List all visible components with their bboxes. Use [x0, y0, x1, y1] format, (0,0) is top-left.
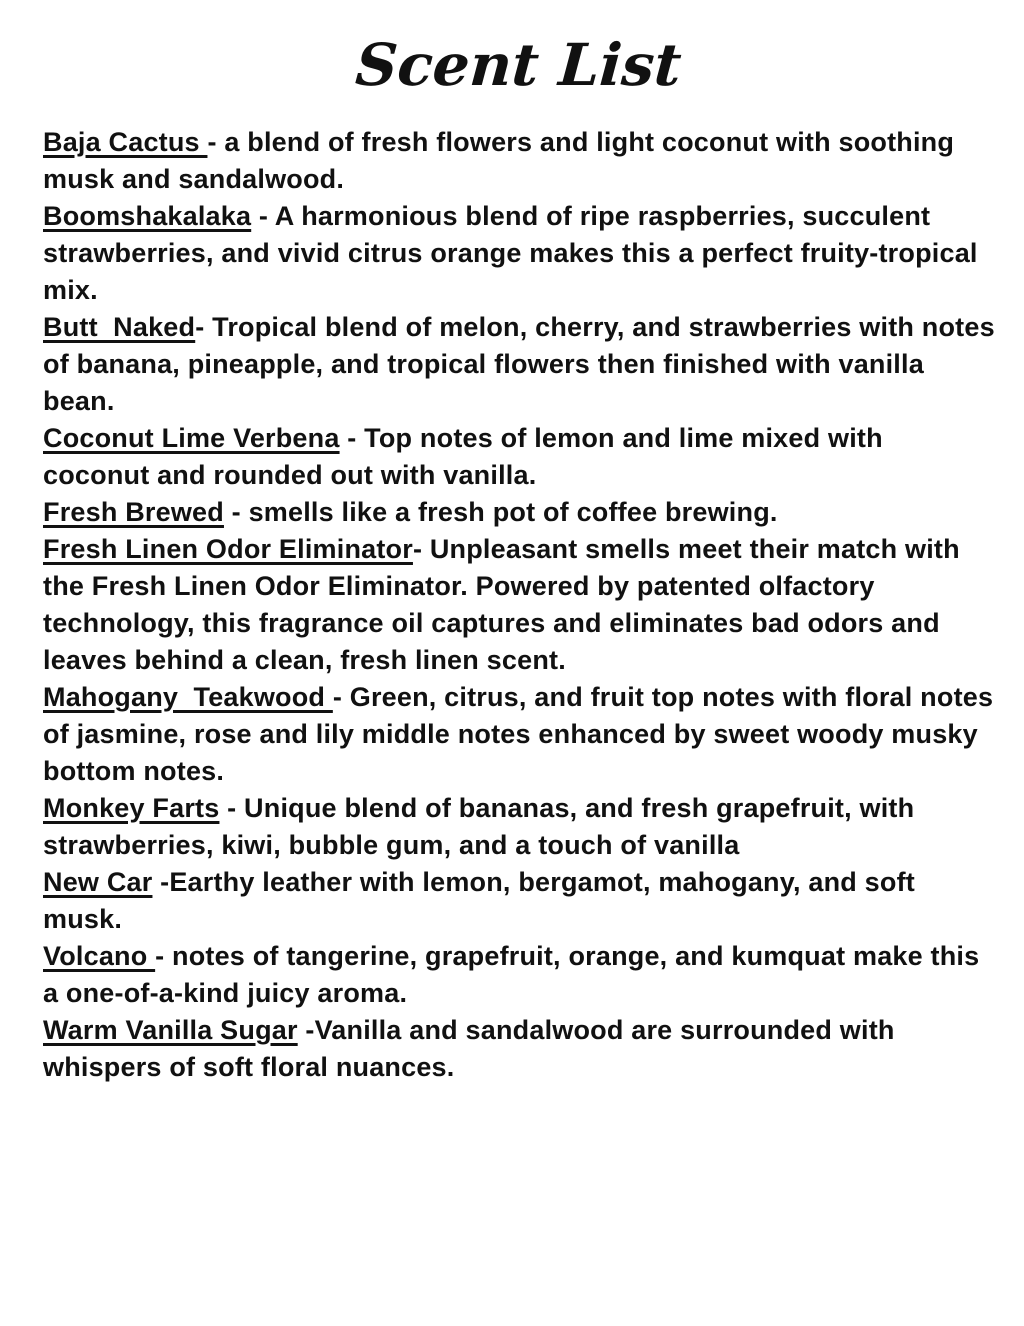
scent-entry-butt-naked [43, 309, 1003, 420]
scent-name: Baja Cactus [43, 127, 208, 157]
scent-description: - Tropical blend of melon, cherry, and strawberries with notes of banana, pineapple, and tropical flowers then finished with vanilla bean. [43, 312, 1003, 416]
scent-name: Fresh Linen Odor Eliminator [43, 534, 413, 564]
scent-description: - smells like a fresh pot of coffee brewing. [223, 497, 778, 527]
scent-description: -Earthy leather with lemon, bergamot, mahogany, and soft musk. [43, 867, 923, 934]
scent-name: Warm Vanilla Sugar [43, 1015, 298, 1045]
scent-name: Coconut Lime Verbena [43, 423, 340, 453]
scent-name: Boomshakalaka [43, 201, 252, 231]
scent-name: Butt Naked [43, 312, 196, 342]
scent-description: - notes of tangerine, grapefruit, orange, and kumquat make this a one-of-a-kind juicy aroma. [43, 941, 988, 1008]
scent-entry-new-car [43, 864, 995, 938]
scent-entry-fresh-linen-odor-eliminator [43, 531, 995, 679]
scent-name: Monkey Farts [43, 793, 220, 823]
scent-name: Volcano [43, 941, 156, 971]
scent-entry-mahogany-teakwood [43, 679, 1001, 790]
scent-name: New Car [43, 867, 153, 897]
scent-description: - a blend of fresh flowers and light coconut with soothing musk and sandalwood. [43, 127, 962, 194]
scent-description: - Unique blend of bananas, and fresh grapefruit, with strawberries, kiwi, bubble gum, and a touch of vanilla [43, 793, 922, 860]
scent-entry-fresh-brewed [43, 494, 995, 531]
scent-description: - Unpleasant smells meet their match with the Fresh Linen Odor Eliminator. Powered by patented olfactory technology, this fragrance oil captures and eliminates bad odors and leaves behind a clean, fresh linen scent. [43, 534, 968, 675]
scent-entry-warm-vanilla-sugar [43, 1012, 995, 1086]
scent-description: -Vanilla and sandalwood are surrounded with whispers of soft floral nuances. [43, 1015, 903, 1082]
scent-entry-volcano [43, 938, 995, 1012]
scent-name: Mahogany Teakwood [43, 682, 333, 712]
scent-entry-boomshakalaka [43, 198, 995, 309]
scent-entry-baja-cactus [43, 124, 995, 198]
scent-description: - A harmonious blend of ripe raspberries, succulent strawberries, and vivid citrus orange makes this a perfect fruity-tropical mix. [43, 201, 986, 305]
scent-list [43, 124, 1003, 1086]
scent-entry-coconut-lime-verbena [43, 420, 995, 494]
page-title: Scent List [353, 31, 684, 99]
scent-description: - Green, citrus, and fruit top notes with floral notes of jasmine, rose and lily middle notes enhanced by sweet woody musky bottom notes. [43, 682, 1001, 786]
scent-description: - Top notes of lemon and lime mixed with coconut and rounded out with vanilla. [43, 423, 891, 490]
scent-entry-monkey-farts [43, 790, 995, 864]
scent-name: Fresh Brewed [43, 497, 224, 527]
